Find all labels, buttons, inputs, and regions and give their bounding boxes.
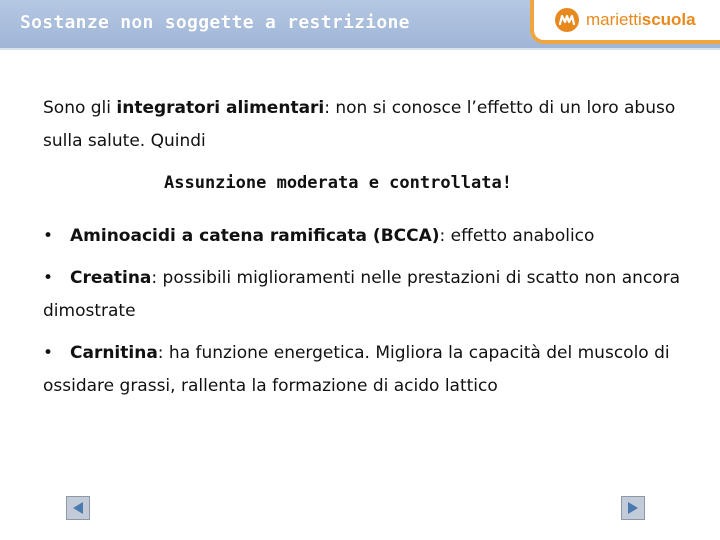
- highlight-statement: Assunzione moderata e controllata!: [164, 173, 512, 193]
- publisher-logo: [530, 0, 720, 44]
- list-item-carnitina: [43, 337, 693, 403]
- logo-text-bold: scuola: [641, 10, 696, 29]
- list-item-creatina: [43, 262, 693, 328]
- logo-text-regular: marietti: [586, 10, 642, 29]
- marietti-scuola-logo-icon: [554, 7, 580, 33]
- bullet-marker: •: [43, 343, 54, 363]
- intro-text-start: Sono gli: [43, 98, 117, 118]
- list-item-text: : possibili miglioramenti nelle prestazioni di scatto non ancora dimostrate: [43, 268, 681, 321]
- page-title: Sostanze non soggette a restrizione: [20, 12, 410, 33]
- logo-text: [586, 10, 696, 30]
- header-divider: [0, 48, 720, 50]
- intro-bold-term: integratori alimentari: [116, 98, 325, 118]
- bullet-marker: •: [43, 226, 54, 246]
- intro-text-end: : non si conosce l’effetto di un loro abuso sulla salute. Quindi: [43, 98, 676, 151]
- intro-paragraph: [43, 92, 693, 158]
- previous-slide-button[interactable]: [66, 496, 90, 520]
- triangle-left-icon: [70, 500, 86, 516]
- list-item-term: Creatina: [70, 268, 152, 288]
- next-slide-button[interactable]: [621, 496, 645, 520]
- list-item-text: : effetto anabolico: [439, 226, 595, 246]
- list-item-text: : ha funzione energetica. Migliora la capacità del muscolo di ossidare grassi, rallenta la formazione di acido lattico: [43, 343, 670, 396]
- list-item-term: Carnitina: [70, 343, 158, 363]
- list-item-term: Aminoacidi a catena ramificata (BCCA): [70, 226, 440, 246]
- slide-body: [43, 92, 693, 403]
- triangle-right-icon: [625, 500, 641, 516]
- bullet-marker: •: [43, 268, 54, 288]
- list-item-bcca: [43, 220, 693, 253]
